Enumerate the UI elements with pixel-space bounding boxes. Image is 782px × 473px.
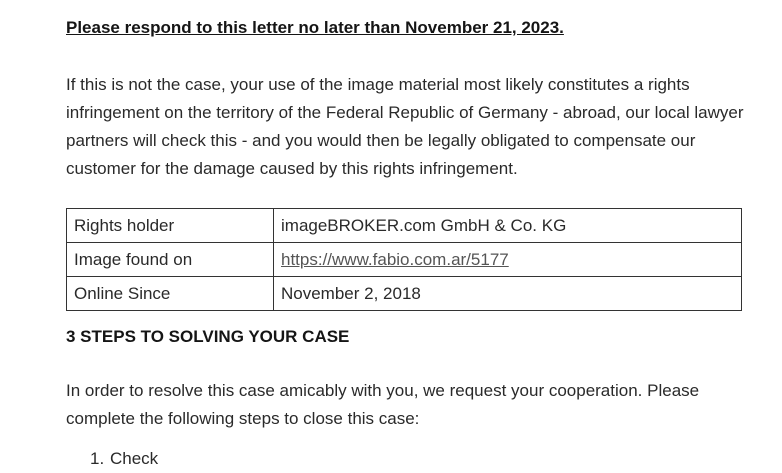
image-found-on-label: Image found on xyxy=(67,243,274,277)
online-since-label: Online Since xyxy=(67,277,274,311)
steps-heading: 3 STEPS TO SOLVING YOUR CASE xyxy=(66,327,350,346)
step-label: Check xyxy=(110,449,159,468)
online-since-value: November 2, 2018 xyxy=(274,277,742,311)
rights-holder-value: imageBROKER.com GmbH & Co. KG xyxy=(274,209,742,243)
table-row-image-found-on xyxy=(67,243,742,277)
list-item xyxy=(90,445,158,473)
table-row-rights-holder xyxy=(67,209,742,243)
image-found-on-cell xyxy=(274,243,742,277)
steps-list xyxy=(90,445,158,473)
infringement-paragraph: If this is not the case, your use of the image material most likely constitutes a rights infringement on the territory of the Federal Republic of Germany - abroad, our local lawyer partners will check this - and you would then be legally obligated to compensate our customer for the damage caused by this rights infringement. xyxy=(66,75,744,178)
rights-holder-label: Rights holder xyxy=(67,209,274,243)
image-url-link[interactable]: https://www.fabio.com.ar/5177 xyxy=(281,249,509,269)
steps-intro-paragraph: In order to resolve this case amicably with you, we request your cooperation. Please complete the following steps to close this case: xyxy=(66,381,700,428)
table-row-online-since xyxy=(67,277,742,311)
case-details-table xyxy=(66,208,742,311)
deadline-notice: Please respond to this letter no later than November 21, 2023. xyxy=(66,18,564,37)
step-number: 1. xyxy=(90,449,105,468)
